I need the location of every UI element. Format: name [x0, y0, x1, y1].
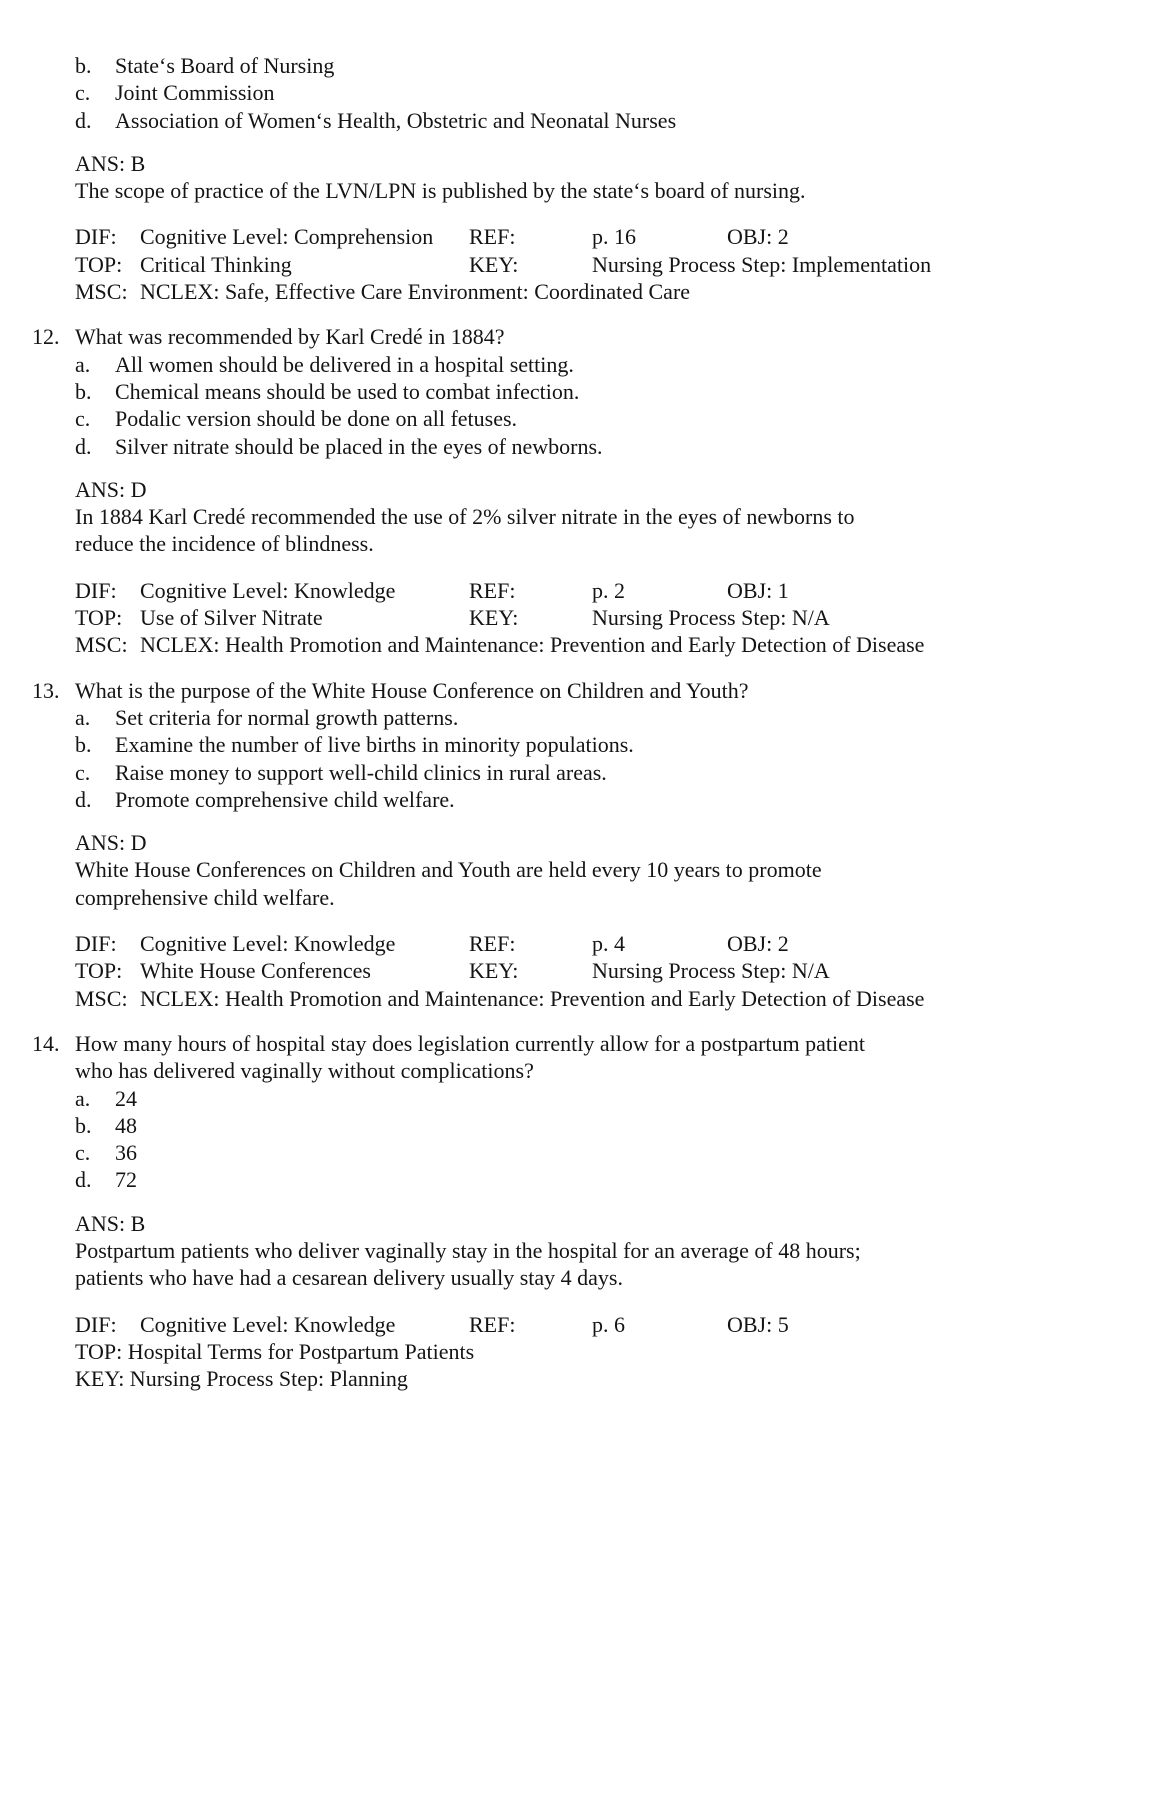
meta-field: OBJ: 2 [727, 224, 789, 250]
meta-field: Nursing Process Step: N/A [592, 958, 830, 984]
option-row [75, 107, 1085, 134]
option-text: Examine the number of live births in minority populations. [115, 732, 634, 758]
meta-row [75, 1365, 1085, 1392]
option-letter: b. [75, 53, 92, 78]
meta-field: p. 16 [592, 224, 636, 250]
answer-group [75, 150, 1085, 205]
answer-line: ANS: B [75, 150, 146, 176]
meta-group [75, 930, 1085, 1012]
option-text: 48 [115, 1112, 137, 1138]
meta-field: Critical Thinking [140, 251, 292, 277]
meta-field: Nursing Process Step: N/A [592, 605, 830, 631]
answer-group [75, 476, 1085, 558]
option-row [75, 52, 1085, 79]
meta-row [75, 251, 1085, 278]
option-text: State‘s Board of Nursing [115, 53, 335, 78]
question-stem [32, 323, 1085, 350]
meta-field: NCLEX: Safe, Effective Care Environment: Coordinated Care [140, 279, 691, 305]
option-row [75, 433, 1085, 460]
option-letter: c. [75, 80, 91, 106]
meta-field: NCLEX: Health Promotion and Maintenance: Prevention and Early Detection of Disease [140, 632, 925, 658]
meta-row [75, 1338, 1085, 1365]
meta-group [75, 577, 1085, 659]
meta-field: NCLEX: Health Promotion and Maintenance: Prevention and Early Detection of Disease [140, 985, 925, 1011]
option-text: Promote comprehensive child welfare. [115, 786, 455, 812]
option-text: Joint Commission [115, 80, 275, 106]
option-text: Silver nitrate should be placed in the eyes of newborns. [115, 433, 603, 459]
option-letter: b. [75, 732, 92, 758]
question-number: 12. [32, 324, 60, 350]
option-letter: b. [75, 378, 92, 404]
option-letter: a. [75, 704, 91, 730]
meta-field: Use of Silver Nitrate [140, 605, 323, 631]
meta-field: DIF: [75, 931, 117, 957]
meta-field: REF: [469, 1311, 516, 1337]
question-text: What is the purpose of the White House Conference on Children and Youth? [75, 677, 749, 703]
option-row [75, 1112, 1085, 1139]
rationale-line: patients who have had a cesarean delivery usually stay 4 days. [75, 1265, 623, 1291]
option-text: 72 [115, 1167, 137, 1193]
meta-row [75, 1311, 1085, 1338]
option-row [75, 704, 1085, 731]
option-row [75, 79, 1085, 106]
option-text: Chemical means should be used to combat infection. [115, 378, 580, 404]
question-block [32, 1030, 1085, 1393]
option-row [75, 378, 1085, 405]
meta-field: TOP: [75, 958, 123, 984]
option-letter: d. [75, 786, 92, 812]
meta-field: DIF: [75, 1311, 117, 1337]
meta-field: Cognitive Level: Knowledge [140, 931, 396, 957]
meta-row [75, 957, 1085, 984]
options-list [75, 351, 1085, 460]
option-letter: a. [75, 1085, 91, 1111]
option-letter: a. [75, 351, 91, 377]
meta-field: TOP: [75, 605, 123, 631]
options-list [75, 704, 1085, 813]
question-text: How many hours of hospital stay does legislation currently allow for a postpartum patient [75, 1030, 866, 1056]
meta-row [75, 604, 1085, 631]
meta-field: KEY: [469, 251, 519, 277]
meta-field: MSC: [75, 632, 128, 658]
question-number: 13. [32, 677, 60, 703]
meta-field: REF: [469, 224, 516, 250]
option-letter: c. [75, 406, 91, 432]
option-row [75, 786, 1085, 813]
option-row [75, 1085, 1085, 1112]
rationale-line: Postpartum patients who deliver vaginally stay in the hospital for an average of 48 hours; [75, 1237, 861, 1263]
meta-field: Cognitive Level: Knowledge [140, 1311, 396, 1337]
option-row [75, 1139, 1085, 1166]
meta-field: p. 4 [592, 931, 625, 957]
question-stem [32, 1030, 1085, 1057]
meta-field: DIF: [75, 577, 117, 603]
option-row [75, 759, 1085, 786]
option-row [75, 351, 1085, 378]
question-stem-continued [75, 1057, 1085, 1084]
options-list [75, 1085, 1085, 1194]
question-text: who has delivered vaginally without complications? [75, 1058, 534, 1084]
options-list [75, 52, 1085, 134]
meta-field: KEY: Nursing Process Step: Planning [75, 1366, 408, 1392]
question-block [32, 677, 1085, 1012]
option-text: 36 [115, 1140, 137, 1166]
meta-field: TOP: [75, 251, 123, 277]
rationale-line: reduce the incidence of blindness. [75, 531, 374, 557]
meta-row [75, 985, 1085, 1012]
option-letter: c. [75, 1140, 91, 1166]
option-text: Set criteria for normal growth patterns. [115, 704, 459, 730]
meta-field: OBJ: 5 [727, 1311, 789, 1337]
question-number: 14. [32, 1030, 60, 1056]
option-letter: c. [75, 759, 91, 785]
answer-group [75, 1210, 1085, 1292]
meta-field: White House Conferences [140, 958, 371, 984]
meta-field: DIF: [75, 224, 117, 250]
option-letter: d. [75, 433, 92, 459]
meta-group [75, 1311, 1085, 1393]
option-text: All women should be delivered in a hospital setting. [115, 351, 574, 377]
meta-row [75, 223, 1085, 250]
option-row [75, 405, 1085, 432]
answer-line: ANS: D [75, 476, 147, 502]
meta-field: OBJ: 2 [727, 931, 789, 957]
meta-field: p. 2 [592, 577, 625, 603]
document-content [32, 52, 1085, 1392]
question-text: What was recommended by Karl Credé in 1884? [75, 324, 505, 350]
option-text: Association of Women‘s Health, Obstetric and Neonatal Nurses [115, 107, 677, 133]
rationale-line: comprehensive child welfare. [75, 884, 335, 910]
meta-field: p. 6 [592, 1311, 625, 1337]
meta-field: REF: [469, 577, 516, 603]
rationale-line: White House Conferences on Children and Youth are held every 10 years to promote [75, 857, 822, 883]
question-stem [32, 677, 1085, 704]
meta-field: Cognitive Level: Comprehension [140, 224, 434, 250]
meta-field: TOP: Hospital Terms for Postpartum Patients [75, 1338, 475, 1364]
question-block [32, 323, 1085, 658]
meta-field: Cognitive Level: Knowledge [140, 577, 396, 603]
question-block [75, 52, 1085, 305]
meta-field: MSC: [75, 279, 128, 305]
option-text: Podalic version should be done on all fetuses. [115, 406, 518, 432]
meta-row [75, 278, 1085, 305]
meta-row [75, 631, 1085, 658]
meta-field: MSC: [75, 985, 128, 1011]
meta-field: REF: [469, 931, 516, 957]
meta-row [75, 577, 1085, 604]
meta-row [75, 930, 1085, 957]
answer-group [75, 829, 1085, 911]
option-letter: d. [75, 107, 92, 133]
meta-field: Nursing Process Step: Implementation [592, 251, 932, 277]
option-text: Raise money to support well-child clinics in rural areas. [115, 759, 607, 785]
option-letter: b. [75, 1112, 92, 1138]
rationale-line: In 1884 Karl Credé recommended the use of 2% silver nitrate in the eyes of newborns to [75, 504, 855, 530]
option-text: 24 [115, 1085, 137, 1111]
answer-line: ANS: D [75, 830, 147, 856]
rationale-line: The scope of practice of the LVN/LPN is published by the state‘s board of nursing. [75, 178, 806, 204]
answer-line: ANS: B [75, 1210, 146, 1236]
option-letter: d. [75, 1167, 92, 1193]
meta-field: OBJ: 1 [727, 577, 789, 603]
option-row [75, 731, 1085, 758]
meta-field: KEY: [469, 958, 519, 984]
meta-field: KEY: [469, 605, 519, 631]
option-row [75, 1166, 1085, 1193]
meta-group [75, 223, 1085, 305]
